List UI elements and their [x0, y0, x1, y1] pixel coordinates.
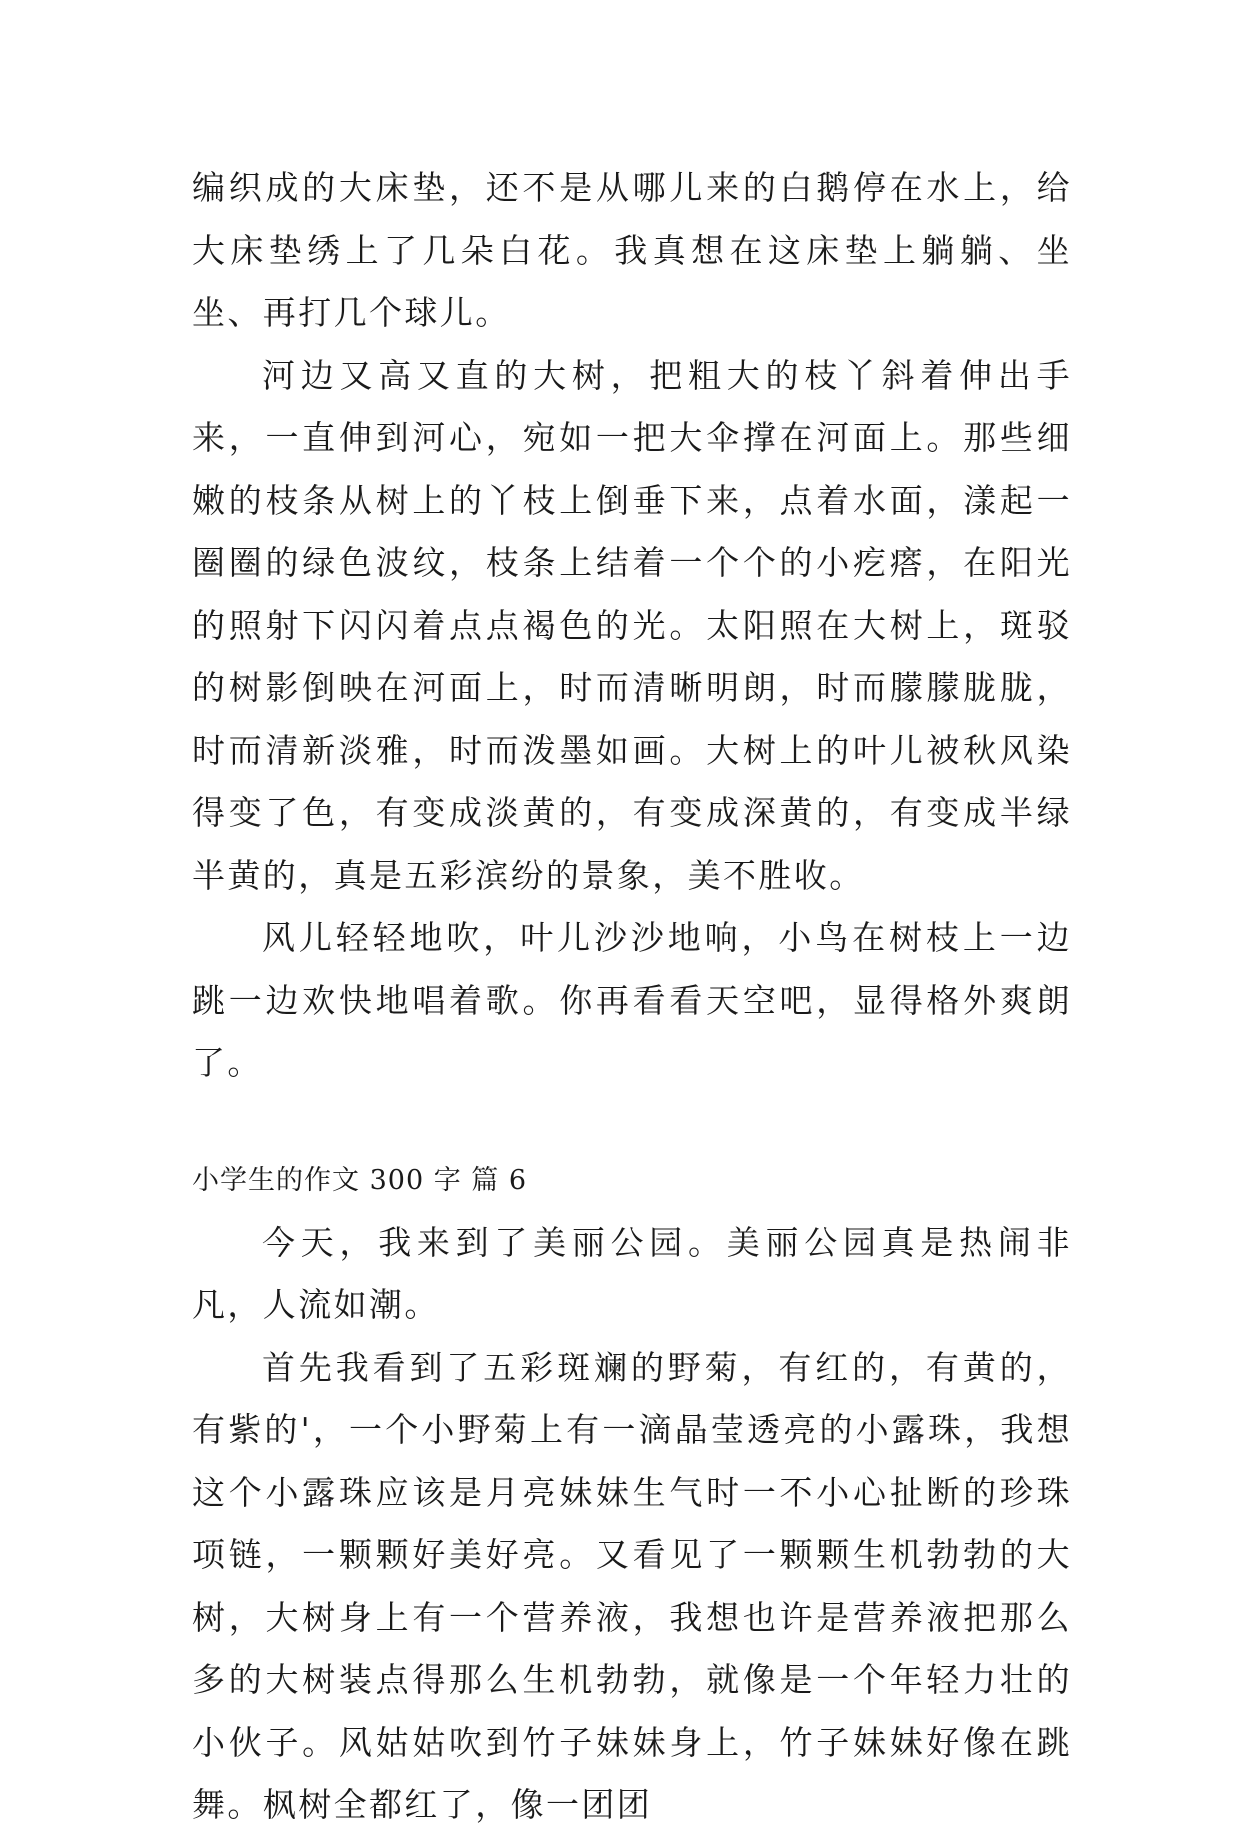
paragraph-2: 河边又高又直的大树，把粗大的枝丫斜着伸出手来，一直伸到河心，宛如一把大伞撑在河面上。那些细嫩的枝条从树上的丫枝上倒垂下来，点着水面，漾起一圈圈的绿色波纹，枝条上结着一个个的小疙瘩，在阳光的照射下闪闪着点点褐色的光。太阳照在大树上，斑驳的树影倒映在河面上，时而清晰明朗，时而朦朦胧胧，时而清新淡雅，时而泼墨如画。大树上的叶儿被秋风染得变了色，有变成淡黄的，有变成深黄的，有变成半绿半黄的，真是五彩滨纷的景象，美不胜收。	[192, 355, 1072, 895]
paragraph-4: 今天，我来到了美丽公园。美丽公园真是热闹非凡，人流如潮。	[192, 1222, 1072, 1324]
section-heading: 小学生的作文 300 字 篇 6	[192, 1164, 528, 1196]
paragraph-5: 首先我看到了五彩斑斓的野菊，有红的，有黄的，有紫的'，一个小野菊上有一滴晶莹透亮的小露珠，我想这个小露珠应该是月亮妹妹生气时一不小心扯断的珍珠项链，一颗颗好美好亮。又看见了一颗颗生机勃勃的大树，大树身上有一个营养液，我想也许是营养液把那么多的大树装点得那么生机勃勃，就像是一个年轻力壮的小伙子。风姑姑吹到竹子妹妹身上，竹子妹妹好像在跳舞。枫树全都红了，像一团团	[192, 1347, 1072, 1824]
paragraph-3: 风儿轻轻地吹，叶儿沙沙地响，小鸟在树枝上一边跳一边欢快地唱着歌。你再看看天空吧，显得格外爽朗了。	[192, 918, 1072, 1082]
document-body	[192, 157, 1072, 1837]
paragraph-1: 编织成的大床垫，还不是从哪儿来的白鹅停在水上，给大床垫绣上了几朵白花。我真想在这床垫上躺躺、坐坐、再打几个球儿。	[192, 168, 1072, 332]
